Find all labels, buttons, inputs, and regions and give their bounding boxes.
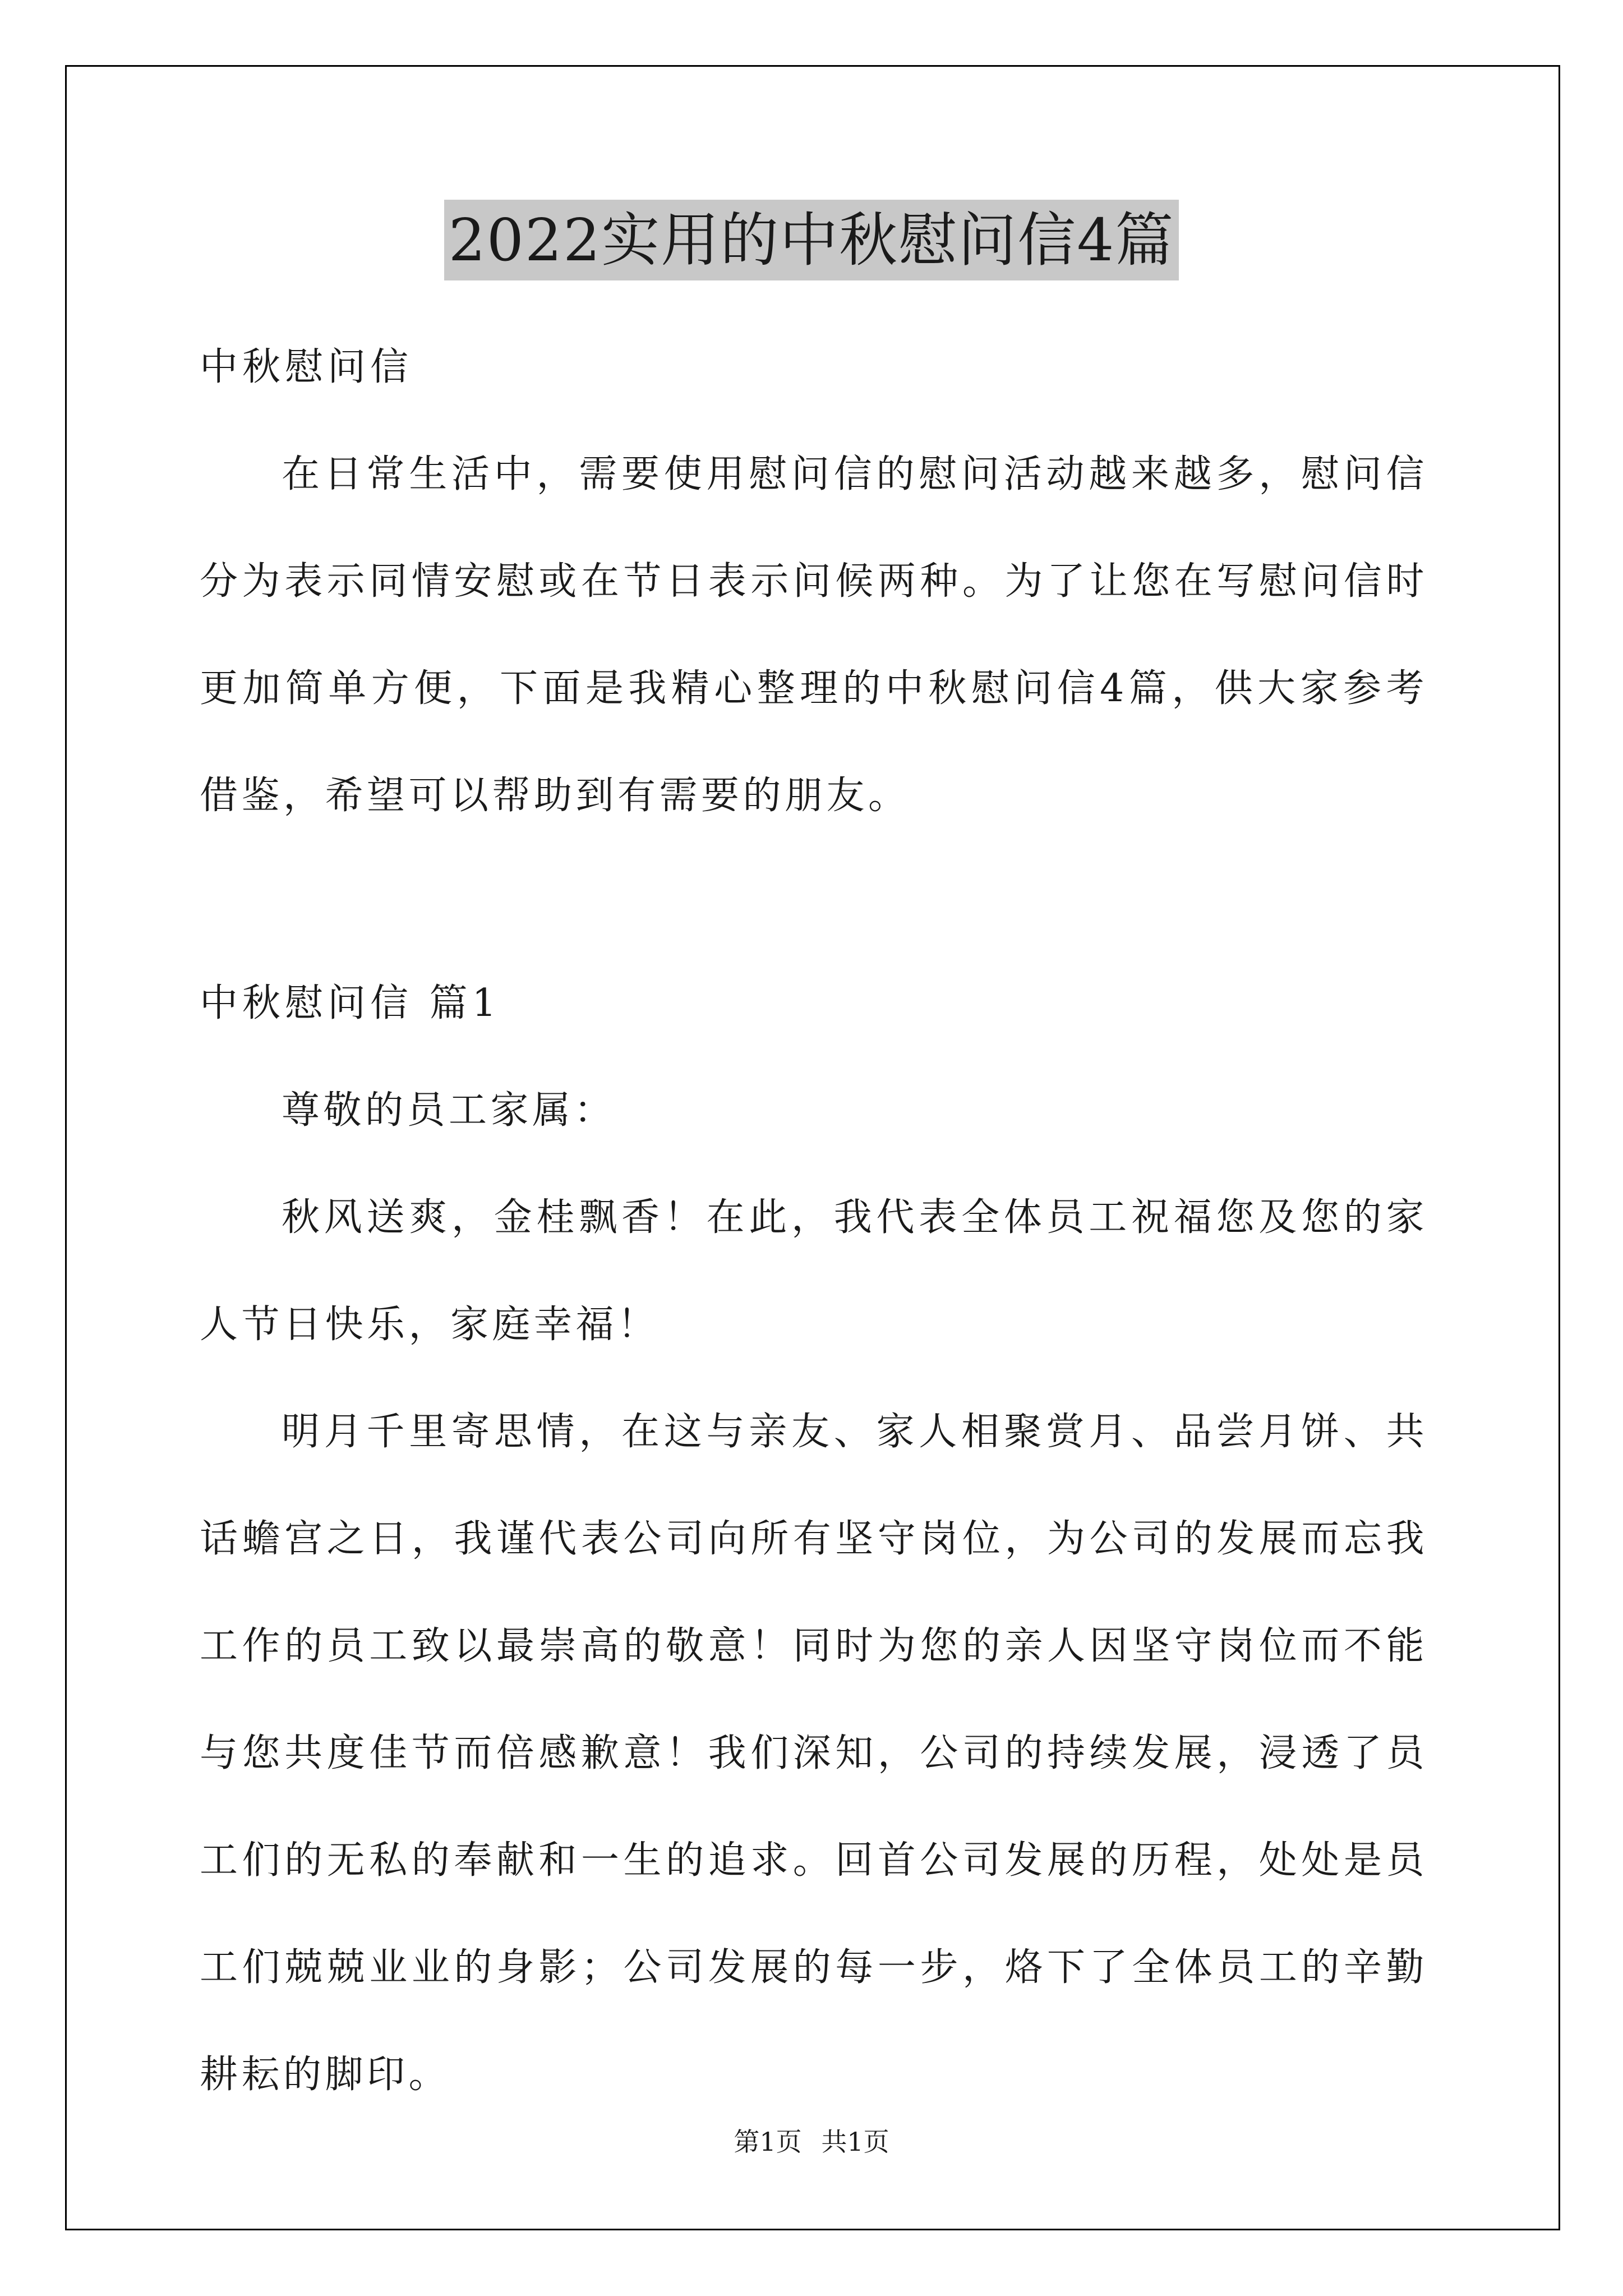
section-spacer	[200, 849, 1428, 950]
intro-heading: 中秋慰问信	[200, 345, 413, 389]
page-footer	[0, 2125, 1623, 2159]
document-title: 2022实用的中秋慰问信4篇	[444, 200, 1179, 280]
salutation: 尊敬的员工家属：	[282, 1088, 616, 1133]
document-body	[200, 314, 1428, 2128]
title-container	[0, 200, 1623, 280]
page-number-total: 共1页	[821, 2127, 889, 2157]
section-heading: 中秋慰问信 篇1	[200, 981, 501, 1025]
intro-paragraph: 在日常生活中，需要使用慰问信的慰问活动越来越多，慰问信分为表示同情安慰或在节日表示问候两种。为了让您在写慰问信时更加简单方便，下面是我精心整理的中秋慰问信4篇，供大家参考借鉴，希望可以帮助到有需要的朋友。	[200, 452, 1428, 818]
body-paragraph: 明月千里寄思情，在这与亲友、家人相聚赏月、品尝月饼、共话蟾宫之日，我谨代表公司向所有坚守岗位，为公司的发展而忘我工作的员工致以最崇高的敬意！同时为您的亲人因坚守岗位而不能与您共度佳节而倍感歉意！我们深知，公司的持续发展，浸透了员工们的无私的奉献和一生的追求。回首公司发展的历程，处处是员工们兢兢业业的身影；公司发展的每一步，烙下了全体员工的辛勤耕耘的脚印。	[200, 1410, 1428, 2097]
page-number-current: 第1页	[734, 2127, 802, 2157]
body-paragraph: 秋风送爽，金桂飘香！在此，我代表全体员工祝福您及您的家人节日快乐，家庭幸福！	[200, 1195, 1428, 1347]
